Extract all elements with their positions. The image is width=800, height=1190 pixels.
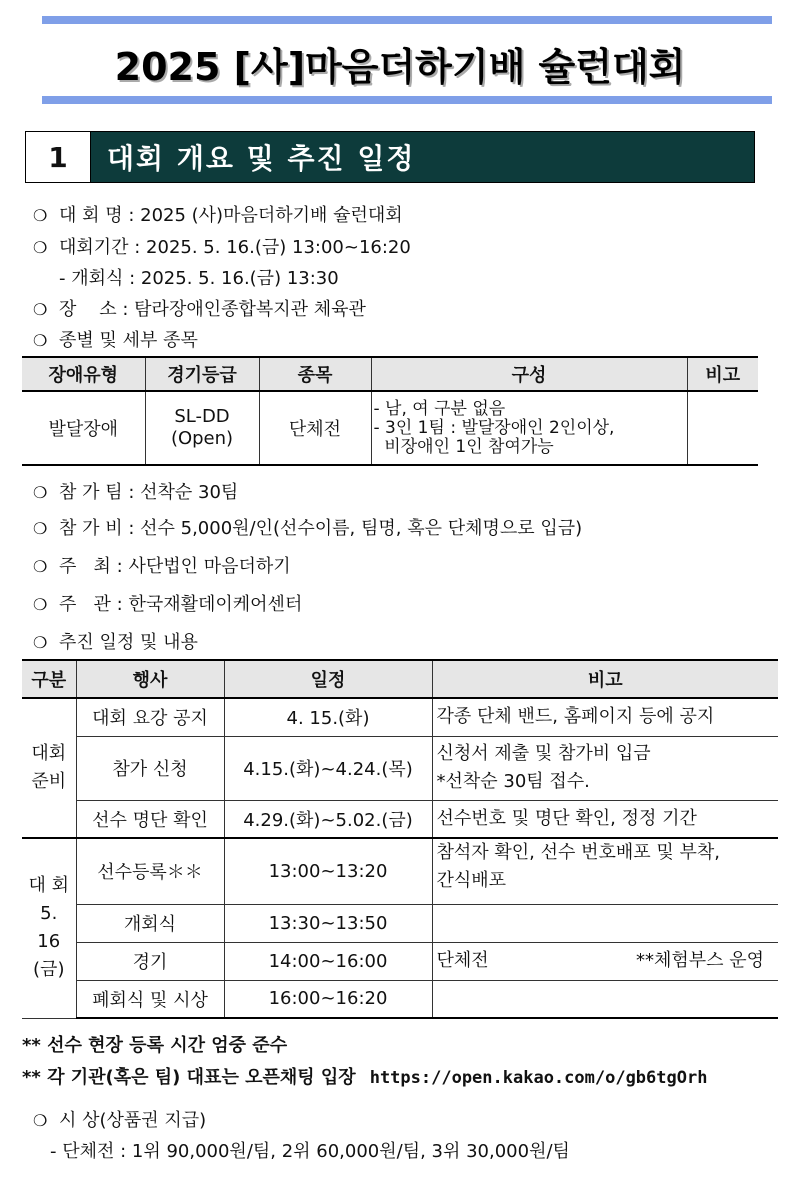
circle-bullet-icon: ❍	[33, 595, 48, 614]
circle-bullet-icon: ❍	[33, 633, 48, 652]
event-cell: 참가 신청	[76, 736, 224, 800]
event-cell: 단체전	[259, 391, 371, 465]
info-line: ❍ 참 가 팀 : 선착순 30팀	[33, 482, 239, 503]
column-header: 구성	[371, 357, 687, 391]
date-cell: 13:00~13:20	[224, 838, 432, 904]
date-cell: 4.29.(화)~5.02.(금)	[224, 800, 432, 838]
info-line: ❍ 참 가 비 : 선수 5,000원/인(선수이름, 팀명, 혹은 단체명으로 입금)	[33, 518, 583, 539]
circle-bullet-icon: ❍	[33, 483, 48, 502]
composition-cell: - 남, 여 구분 없음 - 3인 1팀 : 발달장애인 2인이상, 비장애인 1인 참여가능	[371, 391, 687, 465]
grade-cell: SL-DD (Open)	[145, 391, 259, 465]
title-bottom-bar	[42, 96, 772, 104]
circle-bullet-icon: ❍	[33, 206, 48, 225]
note-cell: 각종 단체 밴드, 홈페이지 등에 공지	[432, 698, 778, 736]
section-title: 대회 개요 및 추진 일정	[91, 132, 754, 182]
note-cell	[432, 904, 778, 942]
overview-line: ❍ 종별 및 세부 종목	[33, 330, 198, 351]
circle-bullet-icon: ❍	[33, 331, 48, 350]
event-cell: 폐회식 및 시상	[76, 980, 224, 1018]
category-cell: 대회 준비	[22, 698, 76, 838]
overview-line: ❍ 대 회 명 : 2025 (사)마음더하기배 슐런대회	[33, 205, 403, 226]
event-cell: 경기	[76, 942, 224, 980]
event-types-table	[22, 356, 758, 466]
event-cell: 대회 요강 공지	[76, 698, 224, 736]
column-header: 구분	[22, 660, 76, 698]
column-header: 비고	[687, 357, 758, 391]
schedule-table	[22, 659, 778, 1019]
circle-bullet-icon: ❍	[33, 1111, 48, 1130]
openchat-notice: ** 각 기관(혹은 팀) 대표는 오픈채팅 입장 https://open.kakao.com/o/gb6tgOrh	[22, 1067, 708, 1088]
column-header: 종목	[259, 357, 371, 391]
info-line: ❍ 추진 일정 및 내용	[33, 632, 198, 653]
table-row	[22, 698, 778, 736]
title-top-bar	[42, 16, 772, 24]
column-header: 행사	[76, 660, 224, 698]
category-cell: 대 회 5. 16 (금)	[22, 838, 76, 1018]
note-cell: 선수번호 및 명단 확인, 정정 기간	[432, 800, 778, 838]
event-cell: 선수 명단 확인	[76, 800, 224, 838]
info-line: ❍ 주 최 : 사단법인 마음더하기	[33, 556, 291, 577]
note-cell: 단체전 **체험부스 운영	[432, 942, 778, 980]
date-cell: 4. 15.(화)	[224, 698, 432, 736]
table-row	[22, 942, 778, 980]
overview-line: - 개회식 : 2025. 5. 16.(금) 13:30	[59, 268, 339, 289]
document-title: 2025 [사]마음더하기배 슐런대회	[114, 45, 686, 89]
table-row	[22, 838, 778, 904]
registration-notice: ** 선수 현장 등록 시간 엄중 준수	[22, 1035, 288, 1056]
circle-bullet-icon: ❍	[33, 557, 48, 576]
overview-line: ❍ 대회기간 : 2025. 5. 16.(금) 13:00~16:20	[33, 237, 411, 258]
table-row	[22, 904, 778, 942]
section-header	[25, 131, 755, 183]
date-cell: 16:00~16:20	[224, 980, 432, 1018]
circle-bullet-icon: ❍	[33, 300, 48, 319]
date-cell: 14:00~16:00	[224, 942, 432, 980]
note-cell: 신청서 제출 및 참가비 입금 *선착순 30팀 접수.	[432, 736, 778, 800]
event-cell: 개회식	[76, 904, 224, 942]
date-cell: 13:30~13:50	[224, 904, 432, 942]
date-cell: 4.15.(화)~4.24.(목)	[224, 736, 432, 800]
disability-type-cell: 발달장애	[22, 391, 145, 465]
column-header: 일정	[224, 660, 432, 698]
overview-line: ❍ 장 소 : 탐라장애인종합복지관 체육관	[33, 299, 366, 320]
note-cell: 참석자 확인, 선수 번호배포 및 부착, 간식배포	[432, 838, 778, 904]
info-line: ❍ 주 관 : 한국재활데이케어센터	[33, 594, 303, 615]
column-header: 장애유형	[22, 357, 145, 391]
table-row	[22, 800, 778, 838]
section-number: 1	[26, 132, 91, 182]
note-cell	[687, 391, 758, 465]
column-header: 경기등급	[145, 357, 259, 391]
awards-detail: - 단체전 : 1위 90,000원/팀, 2위 60,000원/팀, 3위 30,000원/팀	[50, 1141, 570, 1162]
openchat-link[interactable]: https://open.kakao.com/o/gb6tgOrh	[369, 1068, 708, 1088]
event-cell: 선수등록＊＊	[76, 838, 224, 904]
note-cell	[432, 980, 778, 1018]
table-row	[22, 980, 778, 1018]
circle-bullet-icon: ❍	[33, 519, 48, 538]
column-header: 비고	[432, 660, 778, 698]
circle-bullet-icon: ❍	[33, 238, 48, 257]
table-row	[22, 736, 778, 800]
awards-title: ❍ 시 상(상품권 지급)	[33, 1110, 207, 1131]
table-row	[22, 391, 758, 465]
